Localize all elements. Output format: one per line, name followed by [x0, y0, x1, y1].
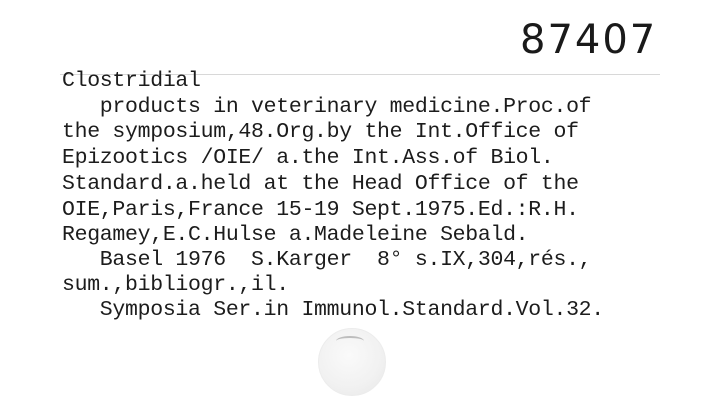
card-line-7: Regamey,E.C.Hulse a.Madeleine Sebald.	[62, 223, 529, 247]
card-line-9: sum.,bibliogr.,il.	[62, 273, 289, 297]
card-line-8: Basel 1976 S.Karger 8° s.IX,304,rés.,	[62, 248, 592, 272]
card-line-1: Clostridial	[62, 69, 201, 93]
card-number: 87407	[520, 17, 658, 63]
card-line-10: Symposia Ser.in Immunol.Standard.Vol.32.	[62, 298, 604, 322]
card-line-4: Epizootics /OIE/ a.the Int.Ass.of Biol.	[62, 146, 554, 170]
punch-hole-shadow	[336, 336, 364, 346]
card-line-6: OIE,Paris,France 15-19 Sept.1975.Ed.:R.H.	[62, 198, 579, 222]
card-line-5: Standard.a.held at the Head Office of the	[62, 172, 579, 196]
card-line-2: products in veterinary medicine.Proc.of	[62, 95, 592, 119]
card-line-3: the symposium,48.Org.by the Int.Office of	[62, 120, 579, 144]
